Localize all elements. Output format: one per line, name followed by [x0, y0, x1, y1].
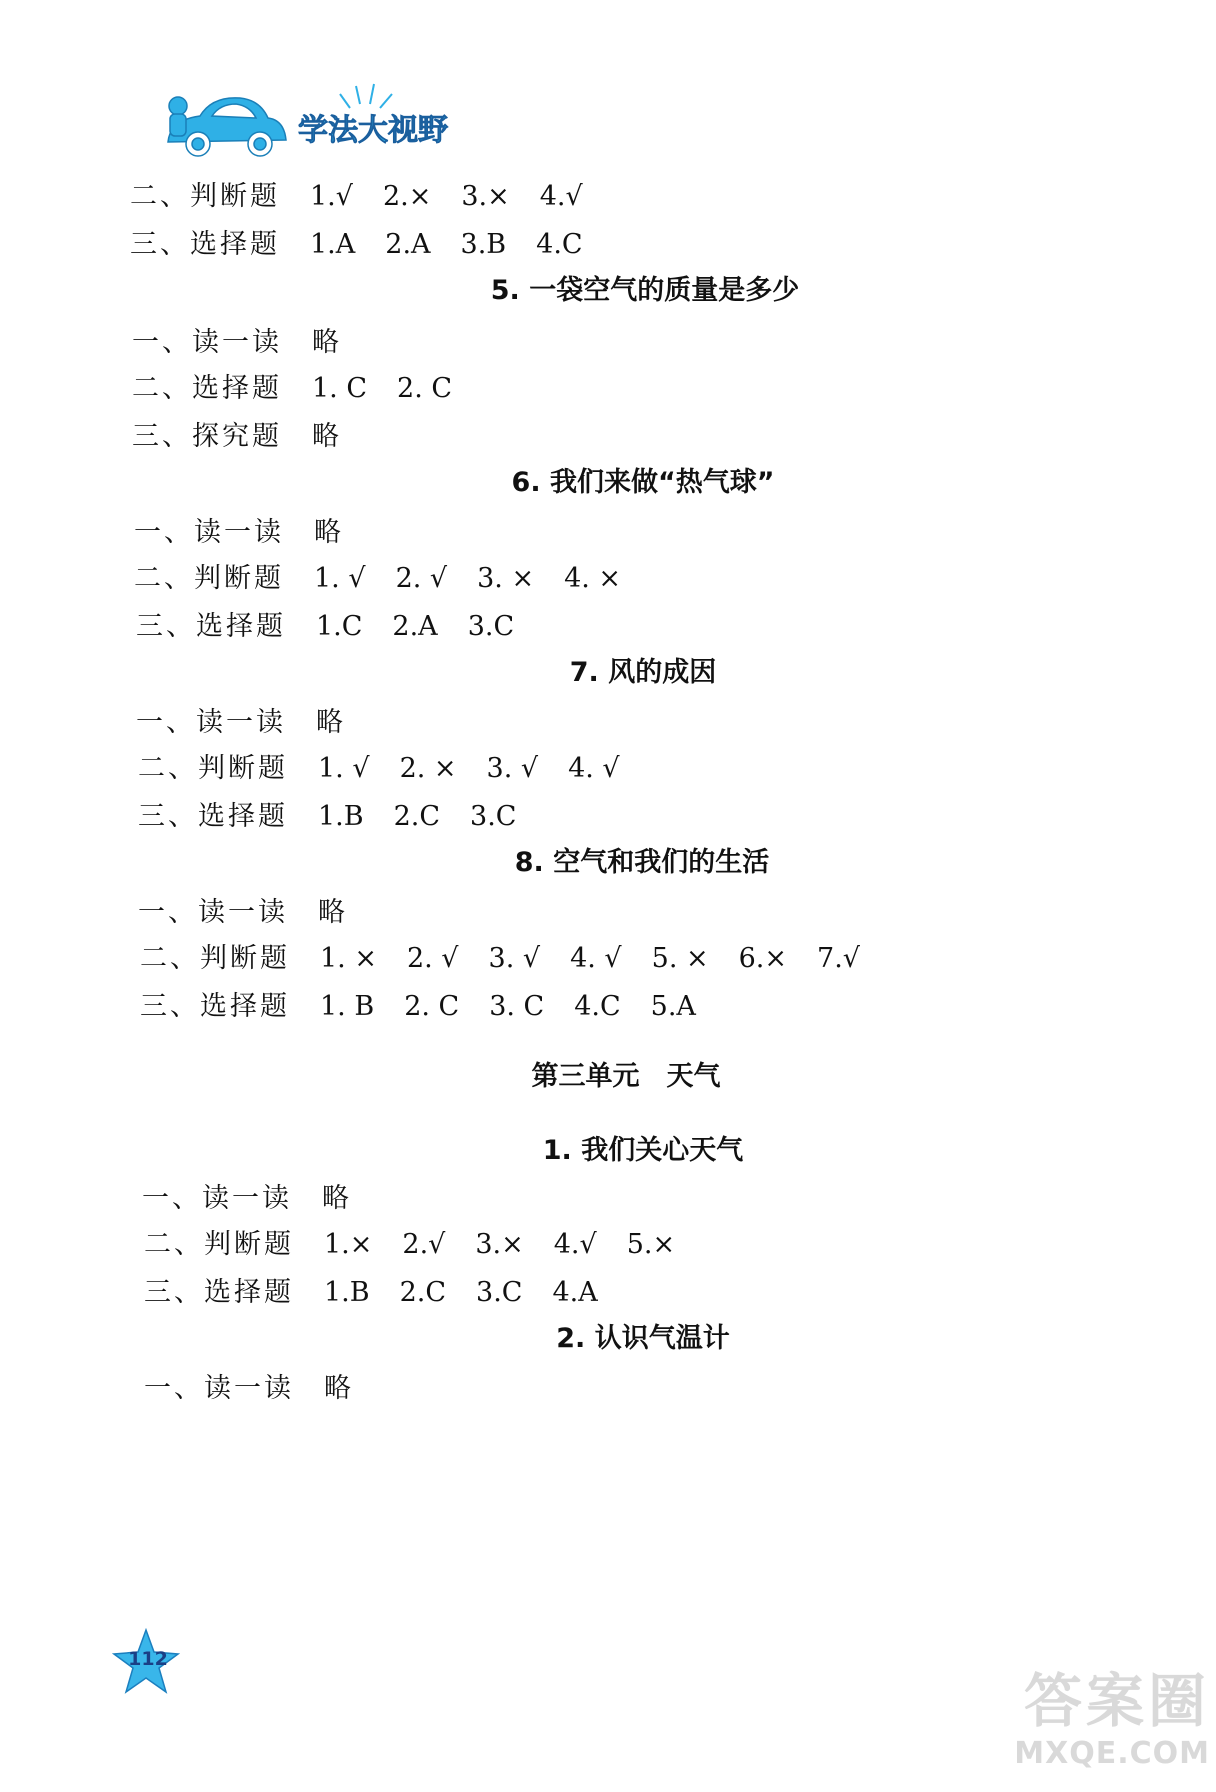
answer-item: 2. C	[404, 991, 460, 1022]
question-type-label: 二、选择题	[132, 373, 282, 404]
answer-item: 2.A	[392, 611, 438, 642]
answer-item: 5.A	[650, 991, 696, 1022]
answer-item: 2. √	[406, 943, 459, 974]
answer-row	[134, 562, 651, 596]
answer-item: 3.B	[460, 229, 507, 260]
question-type-label: 一、读一读	[136, 707, 286, 738]
section-heading: 1. 我们关心天气	[542, 1135, 744, 1166]
answer-row	[136, 610, 544, 644]
answer-item: 4.√	[553, 1229, 597, 1260]
watermark: 答案圈 MXQE.COM	[1014, 1667, 1210, 1771]
question-type-label: 三、选择题	[136, 611, 286, 642]
answer-item: 略	[318, 897, 345, 928]
question-type-label: 三、探究题	[132, 421, 282, 452]
answer-item: 4.C	[574, 991, 621, 1022]
answer-item: 1. ×	[320, 943, 377, 974]
answer-row	[138, 752, 650, 786]
answer-item: 2.√	[402, 1229, 446, 1260]
question-type-label: 三、选择题	[138, 801, 288, 832]
answer-item: 略	[324, 1373, 351, 1404]
answer-row	[138, 896, 375, 930]
answer-item: 4.A	[552, 1277, 598, 1308]
answer-item: 1.√	[310, 181, 353, 212]
answer-row	[136, 706, 373, 740]
answer-item: 略	[316, 707, 343, 738]
question-type-label: 一、读一读	[132, 327, 282, 358]
section-heading: 5. 一袋空气的质量是多少	[490, 275, 800, 306]
answer-row	[140, 942, 890, 976]
answer-item: 5. ×	[651, 943, 709, 974]
section-heading: 第三单元 天气	[531, 1061, 721, 1092]
answer-item: 3.C	[470, 801, 517, 832]
answer-item: 1.B	[324, 1277, 370, 1308]
question-type-label: 一、读一读	[134, 517, 284, 548]
section-heading: 2. 认识气温计	[556, 1323, 730, 1354]
question-type-label: 三、选择题	[144, 1277, 294, 1308]
answer-item: 4. √	[570, 943, 622, 974]
answer-item: 2. C	[397, 373, 453, 404]
question-type-label: 二、判断题	[144, 1229, 294, 1260]
answer-item: 1.C	[316, 611, 363, 642]
question-type-label: 一、读一读	[138, 897, 288, 928]
answer-row	[130, 228, 613, 262]
logo-text: 学法大视野	[298, 113, 448, 148]
answer-item: 1. C	[312, 373, 368, 404]
answer-row	[140, 990, 726, 1024]
answer-row	[130, 180, 613, 214]
brand-logo	[160, 80, 450, 170]
answer-row	[132, 372, 482, 406]
answer-item: 5.×	[626, 1229, 676, 1260]
answer-row	[144, 1228, 705, 1262]
answer-item: 1.×	[324, 1229, 373, 1260]
answer-item: 1.B	[318, 801, 364, 832]
question-type-label: 三、选择题	[130, 229, 280, 260]
answer-item: 4.√	[539, 181, 583, 212]
answer-item: 4. ×	[564, 563, 622, 594]
answer-item: 3. √	[488, 943, 541, 974]
answer-item: 2. ×	[399, 753, 457, 784]
question-type-label: 三、选择题	[140, 991, 290, 1022]
section-heading: 7. 风的成因	[569, 657, 717, 688]
answer-item: 略	[312, 327, 339, 358]
answer-row	[144, 1276, 628, 1310]
answer-row	[144, 1372, 381, 1406]
answer-item: 3. √	[486, 753, 539, 784]
answer-item: 1. B	[320, 991, 375, 1022]
question-type-label: 二、判断题	[130, 181, 280, 212]
answer-item: 7.√	[817, 943, 860, 974]
answer-row	[138, 800, 546, 834]
answer-row	[134, 516, 371, 550]
answer-item: 1.A	[310, 229, 356, 260]
section-heading: 6. 我们来做“热气球”	[511, 467, 775, 498]
answer-item: 4. √	[568, 753, 620, 784]
answer-item: 3.C	[467, 611, 515, 642]
answer-item: 3.C	[476, 1277, 523, 1308]
answer-item: 3. ×	[477, 563, 535, 594]
question-type-label: 一、读一读	[144, 1373, 294, 1404]
answer-item: 略	[322, 1183, 349, 1214]
answer-item: 3. C	[489, 991, 545, 1022]
question-type-label: 二、判断题	[134, 563, 284, 594]
question-type-label: 二、判断题	[140, 943, 290, 974]
answer-row	[132, 420, 369, 454]
section-heading: 8. 空气和我们的生活	[514, 847, 770, 878]
answer-item: 3.×	[475, 1229, 524, 1260]
answer-item: 4.C	[536, 229, 583, 260]
answer-item: 1. √	[314, 563, 366, 594]
answer-item: 2. √	[395, 563, 448, 594]
answer-item: 2.C	[393, 801, 441, 832]
answer-row	[142, 1182, 379, 1216]
answer-item: 1. √	[318, 753, 370, 784]
answer-item: 略	[312, 421, 339, 452]
answer-item: 2.A	[385, 229, 431, 260]
answer-item: 2.×	[382, 181, 432, 212]
answer-item: 2.C	[399, 1277, 447, 1308]
answer-item: 6.×	[738, 943, 788, 974]
page-number: 112	[128, 1648, 168, 1670]
answer-item: 略	[314, 517, 341, 548]
answer-row	[132, 326, 369, 360]
answer-item: 3.×	[461, 181, 510, 212]
question-type-label: 一、读一读	[142, 1183, 292, 1214]
question-type-label: 二、判断题	[138, 753, 288, 784]
